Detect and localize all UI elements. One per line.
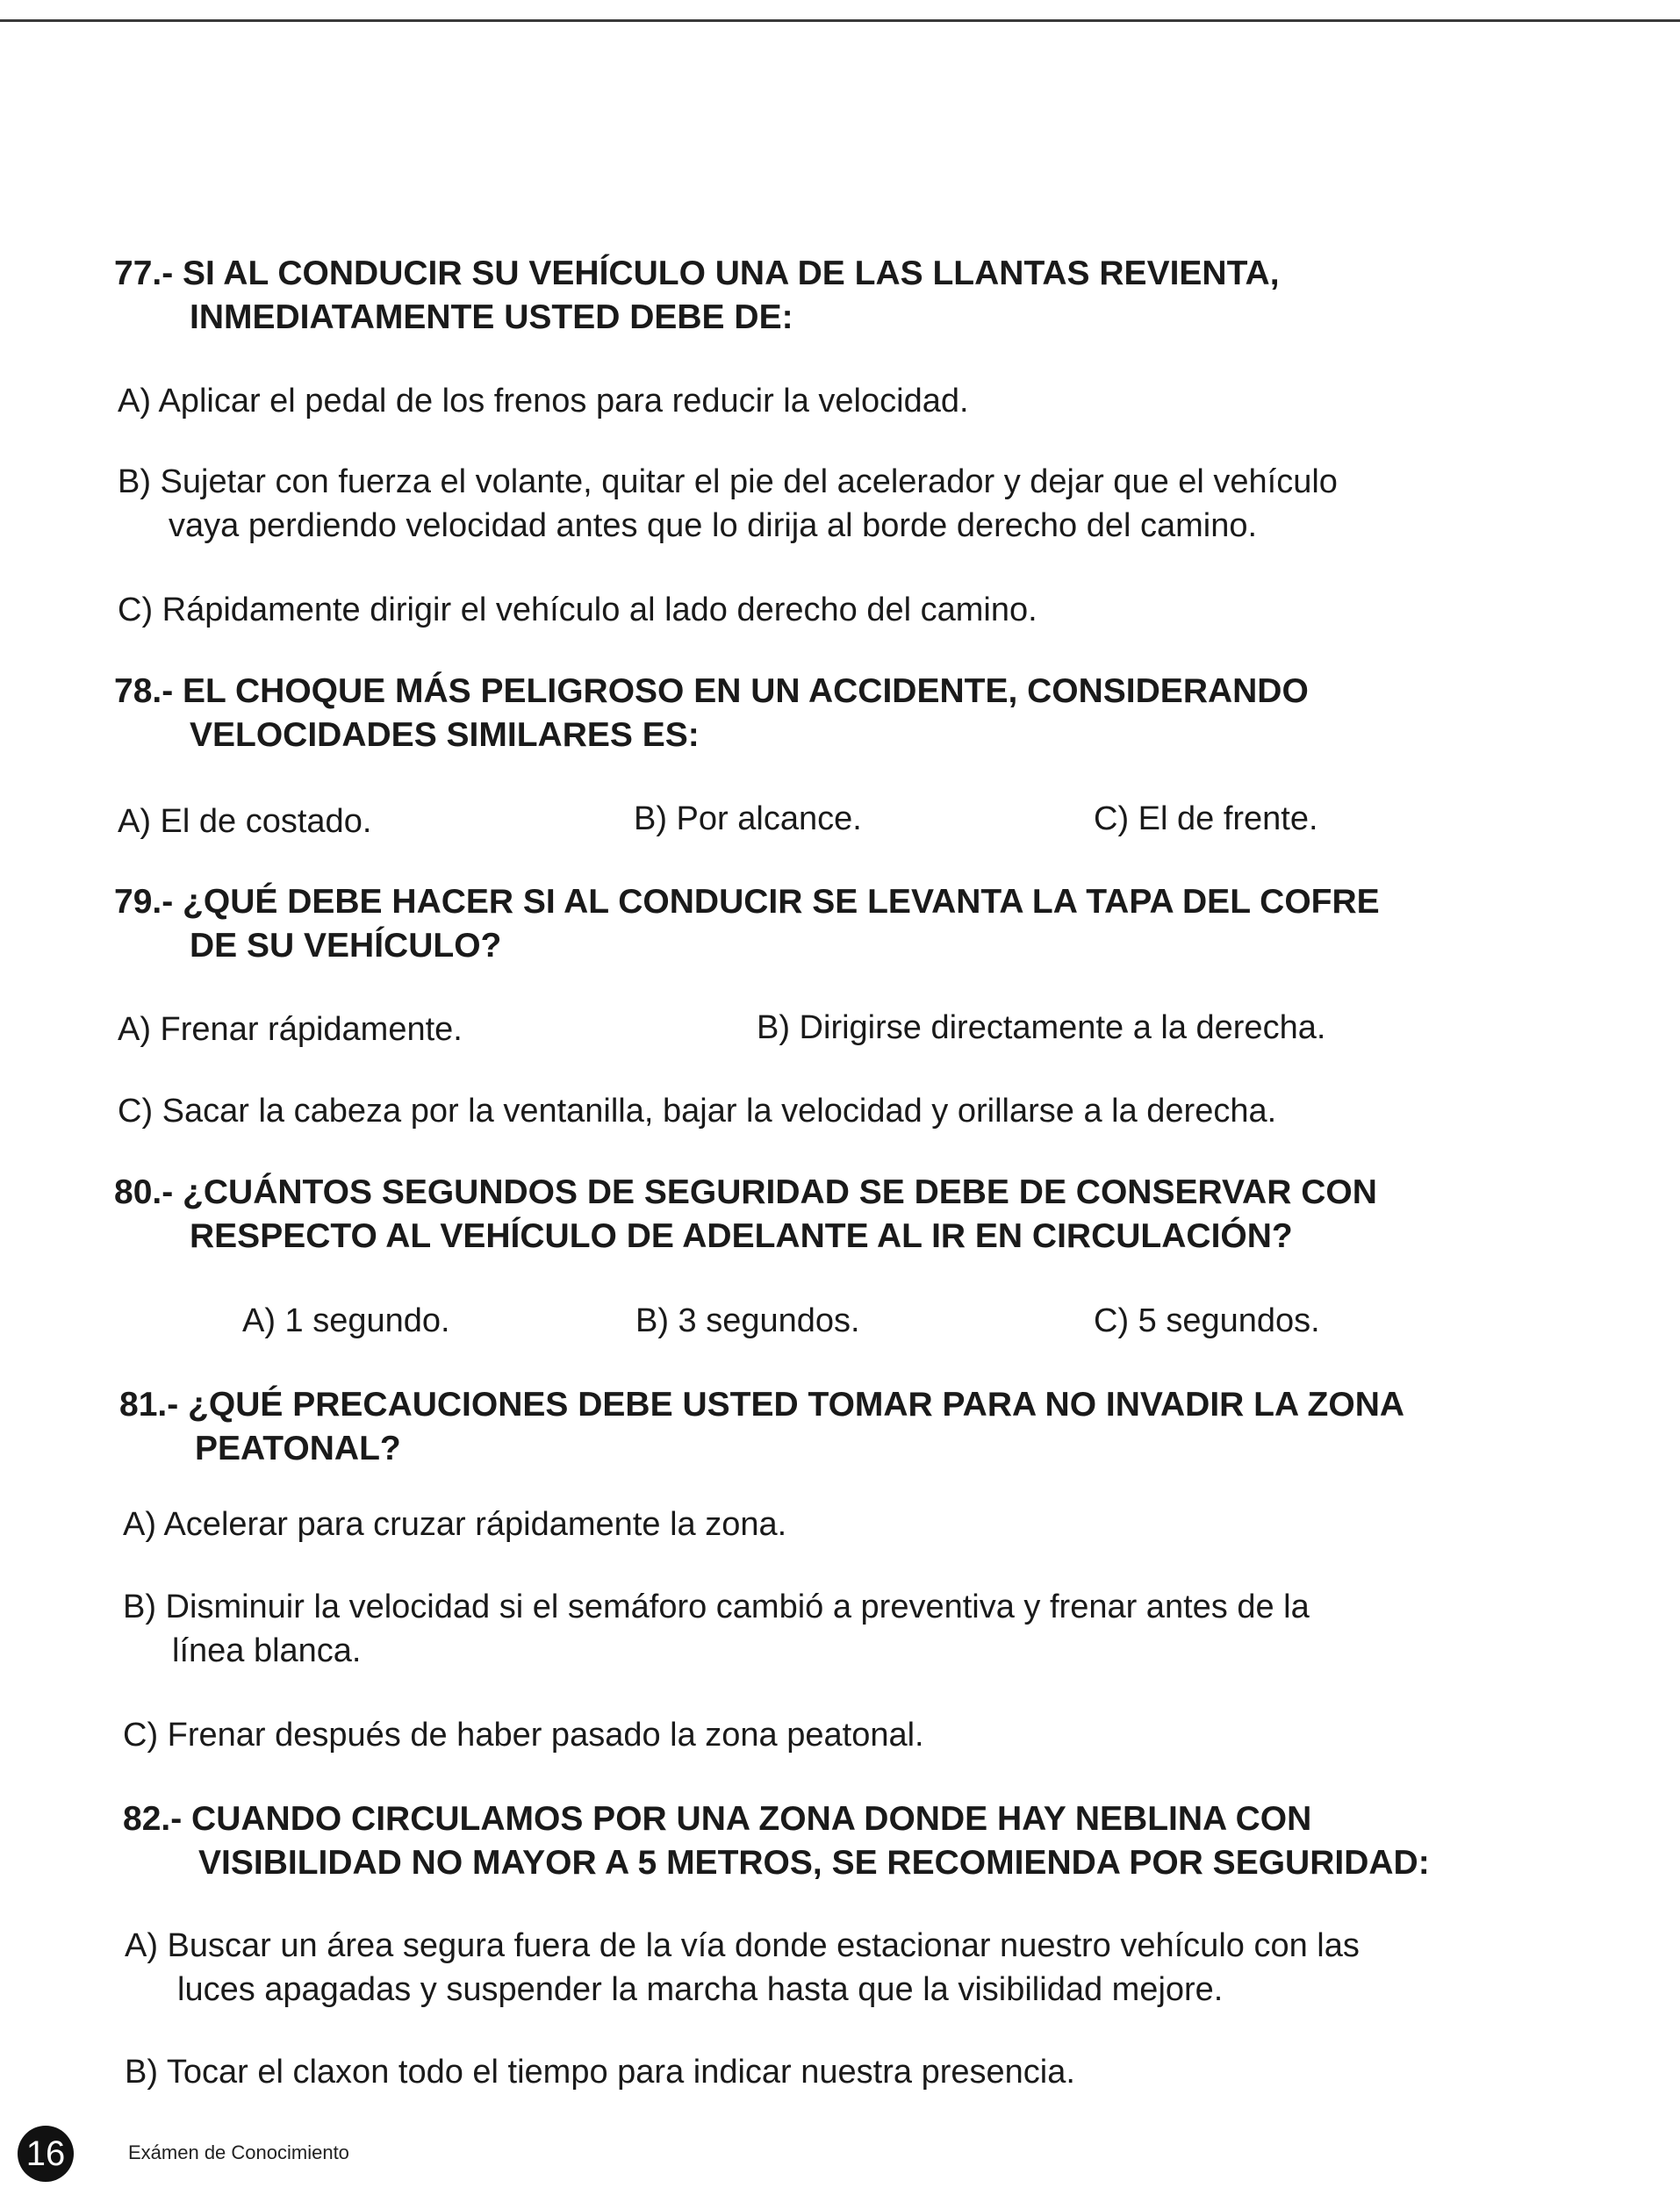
question-78 — [114, 670, 1518, 757]
question-77-line-2: INMEDIATAMENTE USTED DEBE DE: — [190, 298, 793, 336]
option-78-c: C) El de frente. — [1094, 800, 1318, 837]
question-82 — [123, 1797, 1597, 1885]
option-79-c: C) Sacar la cabeza por la ventanilla, bajar la velocidad y orillarse a la derecha. — [118, 1093, 1277, 1130]
option-82-b: B) Tocar el claxon todo el tiempo para indicar nuestra presencia. — [125, 2054, 1075, 2091]
option-80-a: A) 1 segundo. — [242, 1302, 450, 1339]
footer-title: Exámen de Conocimiento — [128, 2141, 349, 2163]
option-80-b: B) 3 segundos. — [635, 1302, 860, 1339]
question-79-line-1: 79.- ¿QUÉ DEBE HACER SI AL CONDUCIR SE LEVANTA LA TAPA DEL COFRE — [114, 883, 1380, 921]
question-79-line-2: DE SU VEHÍCULO? — [190, 927, 502, 965]
option-78-a: A) El de costado. — [118, 803, 372, 840]
option-79-a: A) Frenar rápidamente. — [118, 1011, 463, 1048]
option-82-a-line-2: luces apagadas y suspender la marcha hasta que la visibilidad mejore. — [177, 1971, 1224, 2008]
option-81-b-line-1: B) Disminuir la velocidad si el semáforo cambió a preventiva y frenar antes de la — [123, 1589, 1310, 1625]
page-number-badge: 16 — [18, 2126, 74, 2182]
option-77-b-line-1: B) Sujetar con fuerza el volante, quitar el pie del acelerador y dejar que el vehículo — [118, 463, 1338, 500]
option-77-a: A) Aplicar el pedal de los frenos para reducir la velocidad. — [118, 383, 969, 420]
option-82-a-line-1: A) Buscar un área segura fuera de la vía donde estacionar nuestro vehículo con las — [125, 1927, 1360, 1964]
option-81-b — [123, 1585, 1310, 1673]
question-80-line-2: RESPECTO AL VEHÍCULO DE ADELANTE AL IR EN CIRCULACIÓN? — [190, 1217, 1293, 1255]
option-81-c: C) Frenar después de haber pasado la zona peatonal. — [123, 1717, 924, 1754]
question-78-line-1: 78.- EL CHOQUE MÁS PELIGROSO EN UN ACCIDENTE, CONSIDERANDO — [114, 672, 1309, 710]
question-81-line-1: 81.- ¿QUÉ PRECAUCIONES DEBE USTED TOMAR PARA NO INVADIR LA ZONA — [119, 1386, 1405, 1424]
question-78-line-2: VELOCIDADES SIMILARES ES: — [190, 716, 700, 754]
question-80 — [114, 1171, 1518, 1259]
option-81-b-line-2: línea blanca. — [172, 1632, 362, 1669]
question-81 — [119, 1383, 1524, 1471]
question-82-line-2: VISIBILIDAD NO MAYOR A 5 METROS, SE RECOMIENDA POR SEGURIDAD: — [198, 1844, 1430, 1882]
option-77-b — [118, 460, 1338, 548]
question-77 — [114, 252, 1518, 340]
question-77-line-1: 77.- SI AL CONDUCIR SU VEHÍCULO UNA DE LAS LLANTAS REVIENTA, — [114, 255, 1280, 292]
top-rule — [0, 19, 1680, 22]
option-78-b: B) Por alcance. — [634, 800, 862, 837]
question-82-line-1: 82.- CUANDO CIRCULAMOS POR UNA ZONA DONDE HAY NEBLINA CON — [123, 1800, 1312, 1838]
option-77-b-line-2: vaya perdiendo velocidad antes que lo dirija al borde derecho del camino. — [169, 507, 1258, 544]
option-80-c: C) 5 segundos. — [1094, 1302, 1320, 1339]
option-77-c: C) Rápidamente dirigir el vehículo al lado derecho del camino. — [118, 592, 1037, 628]
option-81-a: A) Acelerar para cruzar rápidamente la zona. — [123, 1506, 787, 1543]
question-79 — [114, 880, 1518, 968]
option-79-b: B) Dirigirse directamente a la derecha. — [757, 1009, 1326, 1046]
question-80-line-1: 80.- ¿CUÁNTOS SEGUNDOS DE SEGURIDAD SE DEBE DE CONSERVAR CON — [114, 1173, 1377, 1211]
question-81-line-2: PEATONAL? — [195, 1430, 401, 1467]
option-82-a — [125, 1924, 1360, 2012]
